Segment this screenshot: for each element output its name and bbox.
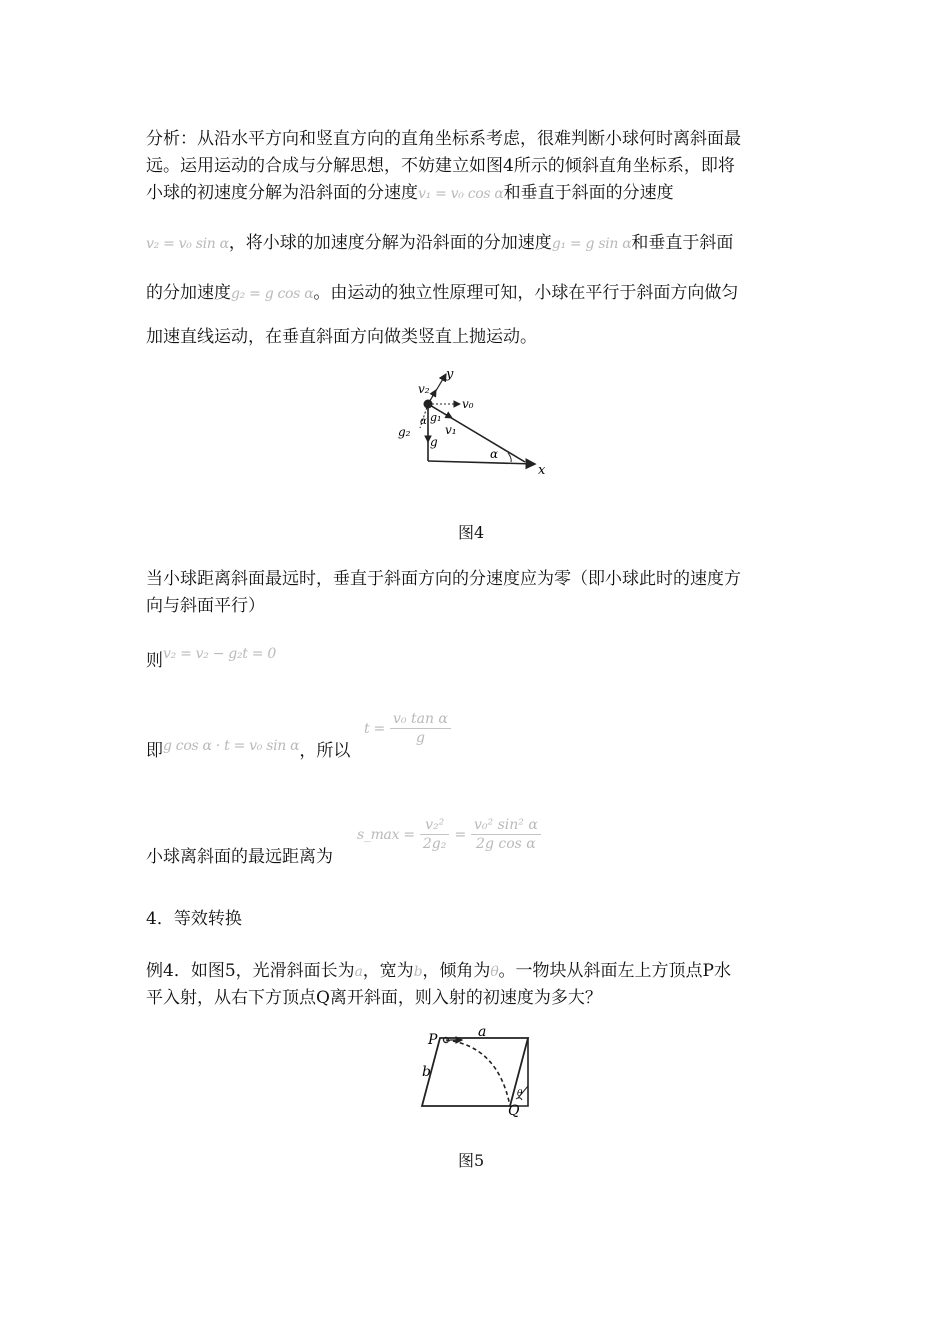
- label-P: P: [428, 1032, 438, 1048]
- fraction-2-den: 2g cos α: [476, 836, 536, 852]
- example-line2: 平入射，从右下方顶点Q离开斜面，则入射的初速度为多大？: [146, 988, 602, 1008]
- label-a: a: [478, 1026, 487, 1040]
- label-theta: θ: [517, 1089, 523, 1099]
- label-b: b: [422, 1064, 431, 1080]
- trajectory: [446, 1040, 510, 1106]
- section-heading: 4．等效转换: [146, 909, 242, 929]
- t-formula-lhs: t =: [364, 721, 385, 737]
- para1-line1: 分析：从沿水平方向和竖直方向的直角坐标系考虑，很难判断小球何时离斜面最: [146, 129, 741, 149]
- equation-2-middle: ，所以: [299, 741, 351, 761]
- equation-1: [146, 648, 808, 675]
- label-v2: v₂: [418, 382, 430, 396]
- para2-line1: 当小球距离斜面最远时，垂直于斜面方向的分速度应为零（即小球此时的速度方: [146, 569, 741, 589]
- equation-1-formula: v₂ = v₂ − g₂t = 0: [163, 646, 276, 662]
- equation-2: [146, 738, 808, 765]
- equals-sign: =: [454, 827, 466, 843]
- fraction-2: [471, 816, 541, 853]
- example-line1: [146, 958, 808, 985]
- para1-line3a: 小球的初速度分解为沿斜面的分速度: [146, 183, 418, 203]
- para1-line5a: 的分加速度: [146, 283, 231, 303]
- var-a: a: [354, 964, 363, 980]
- figure-5-caption: 图5: [458, 1151, 485, 1170]
- equation-3-prefix: 小球离斜面的最远距离为: [146, 847, 333, 867]
- formula-g1: g₁ = g sin α: [551, 236, 632, 252]
- equation-2-prefix: 即: [146, 741, 163, 761]
- max-distance-formula: [357, 816, 541, 853]
- para1-line3b: 和垂直于斜面的分速度: [503, 183, 674, 203]
- equation-1-prefix: 则: [146, 651, 163, 671]
- label-Q: Q: [508, 1103, 520, 1118]
- formula-v2: v₂ = v₀ sin α: [146, 236, 229, 252]
- para1-line3: [146, 180, 808, 207]
- para1-line2: 远。运用运动的合成与分解思想，不妨建立如图4所示的倾斜直角坐标系，即将: [146, 156, 735, 176]
- para1-line5b: 。由运动的独立性原理可知，小球在平行于斜面方向做匀: [313, 283, 739, 303]
- fraction-1-den: 2g₂: [422, 836, 447, 852]
- para1-line4a: ，将小球的加速度分解为沿斜面的分加速度: [228, 233, 552, 253]
- para2-line2: 向与斜面平行）: [146, 596, 265, 616]
- label-x: x: [538, 463, 546, 478]
- fraction-1: [420, 816, 449, 853]
- para1-line5: [146, 280, 808, 307]
- label-g1: g₁: [430, 411, 442, 424]
- example-l1b: ，宽为: [362, 961, 414, 981]
- equation-2-formula: g cos α · t = v₀ sin α: [163, 738, 300, 754]
- label-g2: g₂: [398, 425, 411, 439]
- t-fraction: [390, 710, 451, 747]
- t-formula: [364, 710, 451, 747]
- para1-line4: [146, 230, 808, 257]
- label-v0: v₀: [462, 397, 474, 411]
- label-g: g: [430, 435, 438, 449]
- figure-4: [390, 366, 550, 478]
- label-alpha-top: α: [420, 416, 427, 427]
- para1-line4b: 和垂直于斜面: [631, 233, 734, 253]
- label-v1: v₁: [445, 423, 457, 437]
- fraction-2-num: v₀² sin² α: [471, 816, 541, 835]
- smax-lhs: s_max =: [357, 827, 415, 843]
- formula-v1: v₁ = v₀ cos α: [418, 186, 504, 202]
- t-denominator: g: [415, 730, 425, 746]
- example-l1c: ，倾角为: [422, 961, 491, 981]
- var-theta: θ: [490, 964, 499, 980]
- label-y: y: [446, 367, 454, 382]
- label-alpha-bottom: α: [490, 447, 499, 461]
- example-l1d: 。一物块从斜面左上方顶点P水: [498, 961, 731, 981]
- formula-g2: g₂ = g cos α: [231, 286, 314, 302]
- figure-5: [418, 1026, 538, 1118]
- fraction-1-num: v₂²: [420, 816, 449, 835]
- para1-line6: 加速直线运动，在垂直斜面方向做类竖直上抛运动。: [146, 327, 537, 347]
- figure-4-caption: 图4: [458, 523, 485, 542]
- var-b: b: [413, 964, 423, 980]
- example-l1a: 例4．如图5，光滑斜面长为: [146, 961, 355, 981]
- x-axis: [428, 461, 535, 464]
- incline-face: [422, 1038, 528, 1106]
- t-numerator: v₀ tan α: [390, 710, 451, 729]
